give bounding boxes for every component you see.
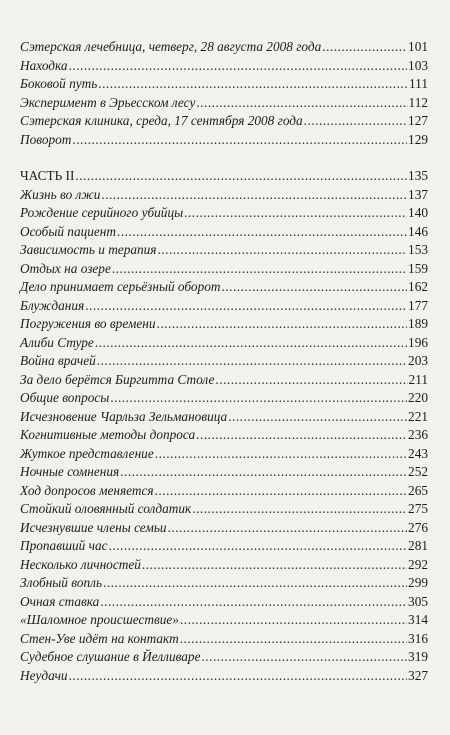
toc-entry-title: Исчезнувшие члены семьи [20, 519, 167, 535]
toc-entry-page-number: 211 [408, 371, 428, 387]
toc-entry-title: Зависимость и терапия [20, 242, 157, 257]
toc-entry [20, 297, 428, 316]
dot-leader [85, 297, 407, 316]
toc-entry [20, 167, 428, 186]
toc-entry [20, 389, 428, 408]
toc-entry [20, 131, 428, 150]
toc-entry-page-number: 220 [408, 390, 428, 405]
dot-leader [304, 112, 407, 131]
toc-entry-page-number: 162 [408, 279, 428, 294]
toc-entry-page-number: 292 [408, 556, 428, 572]
toc-entry-page-number: 299 [408, 575, 428, 590]
toc-entry [20, 426, 428, 445]
toc-entry [20, 630, 428, 649]
dot-leader [75, 167, 407, 186]
dot-leader [157, 241, 407, 260]
toc-entry-page-number: 305 [408, 593, 428, 609]
dot-leader [98, 75, 408, 94]
dot-leader [69, 57, 407, 76]
toc-entry [20, 371, 428, 390]
toc-entry [20, 593, 428, 612]
dot-leader [97, 352, 407, 371]
dot-leader [196, 426, 407, 445]
toc-entry-page-number: 314 [408, 612, 428, 627]
toc-entry-title: Ход допросов меняется [20, 482, 154, 498]
dot-leader [69, 667, 407, 686]
toc-entry-title: Дело принимает серьёзный оборот [20, 279, 221, 294]
toc-entry-title: Война врачей [20, 353, 96, 368]
toc-entry [20, 315, 428, 334]
toc-entry-page-number: 327 [408, 667, 428, 683]
dot-leader [95, 334, 407, 353]
dot-leader [184, 204, 407, 223]
toc-entry [20, 463, 428, 482]
dot-leader [72, 131, 407, 150]
toc-entry-page-number: 112 [408, 94, 428, 110]
toc-entry [20, 556, 428, 575]
toc-entry-title: Находка [20, 57, 68, 73]
dot-leader [100, 593, 407, 612]
toc-entry-page-number: 316 [408, 630, 428, 646]
dot-leader [120, 463, 407, 482]
toc-entry-title: Пропавший час [20, 538, 108, 553]
dot-leader [142, 556, 407, 575]
toc-entry [20, 57, 428, 76]
dot-leader [110, 389, 407, 408]
toc-entry-title: Алиби Стуре [20, 334, 94, 350]
toc-entry-page-number: 137 [408, 186, 428, 202]
toc-entry-title: Блуждания [20, 297, 85, 313]
toc-entry-page-number: 101 [408, 39, 428, 54]
dot-leader [215, 371, 407, 390]
toc-entry-title: За дело берётся Биргитта Столе [20, 371, 215, 387]
toc-entry [20, 112, 428, 131]
toc-entry [20, 186, 428, 205]
toc-entry-title: Рождение серийного убийцы [20, 205, 184, 220]
toc-entry-page-number: 153 [408, 242, 428, 257]
toc-entry [20, 75, 428, 94]
toc-entry [20, 94, 428, 113]
dot-leader [192, 500, 407, 519]
toc-entry-page-number: 111 [409, 76, 428, 91]
dot-leader [155, 445, 407, 464]
dot-leader [101, 186, 407, 205]
toc-entry-page-number: 276 [408, 519, 428, 535]
toc-entry-title: Когнитивные методы допроса [20, 427, 196, 442]
toc-entry [20, 445, 428, 464]
toc-entry [20, 223, 428, 242]
toc-entry [20, 500, 428, 519]
toc-section-1 [20, 38, 428, 149]
dot-leader [117, 223, 407, 242]
toc-entry-page-number: 177 [408, 297, 428, 313]
toc-entry-title: «Шаломное происшествие» [20, 612, 179, 627]
toc-section-2 [20, 167, 428, 685]
toc-entry [20, 574, 428, 593]
dot-leader [112, 260, 407, 279]
dot-leader [155, 482, 407, 501]
toc-entry-page-number: 236 [408, 427, 428, 442]
toc-entry-title: Погружения во времени [20, 316, 156, 331]
toc-entry [20, 519, 428, 538]
toc-entry-title: Отдых на озере [20, 260, 111, 276]
toc-entry-page-number: 221 [408, 408, 428, 424]
dot-leader [196, 94, 407, 113]
toc-entry-page-number: 319 [408, 649, 428, 664]
toc-entry-page-number: 103 [408, 57, 428, 73]
toc-entry-title: Несколько личностей [20, 556, 141, 572]
toc-entry-page-number: 127 [408, 113, 428, 128]
toc-entry-page-number: 189 [408, 316, 428, 331]
toc-entry-title: Сэтерская лечебница, четверг, 28 августа 2008 года [20, 39, 322, 54]
toc-entry-title: Общие вопросы [20, 390, 110, 405]
toc-entry-page-number: 243 [408, 445, 428, 461]
toc-entry-page-number: 159 [408, 260, 428, 276]
toc-entry [20, 278, 428, 297]
dot-leader [201, 648, 407, 667]
toc-entry-title: Стен-Уве идёт на контакт [20, 630, 179, 646]
toc-entry-page-number: 140 [408, 205, 428, 220]
part-heading: ЧАСТЬ II [20, 168, 75, 183]
toc-entry-title: Боковой путь [20, 76, 98, 91]
dot-leader [168, 519, 407, 538]
toc-entry-page-number: 252 [408, 464, 428, 479]
toc-entry-title: Стойкий оловянный солдатик [20, 501, 192, 516]
toc-entry [20, 611, 428, 630]
toc-entry-title: Неудачи [20, 667, 68, 683]
toc-entry-page-number: 203 [408, 353, 428, 368]
dot-leader [322, 38, 407, 57]
toc-entry [20, 260, 428, 279]
toc-entry [20, 667, 428, 686]
toc-entry-page-number: 281 [408, 538, 428, 553]
toc-entry-page-number: 135 [408, 168, 428, 183]
toc-entry-title: Поворот [20, 131, 72, 147]
toc-entry [20, 204, 428, 223]
dot-leader [180, 611, 407, 630]
toc-entry [20, 648, 428, 667]
toc-entry-page-number: 196 [408, 334, 428, 350]
toc-entry-title: Злобный вопль [20, 575, 103, 590]
toc-entry [20, 408, 428, 427]
toc-entry-title: Сэтерская клиника, среда, 17 сентября 2008 года [20, 113, 303, 128]
toc-entry [20, 352, 428, 371]
toc-entry-title: Судебное слушание в Йелливаре [20, 649, 201, 664]
toc-entry [20, 537, 428, 556]
toc-entry-page-number: 265 [408, 482, 428, 498]
toc-entry-page-number: 129 [408, 131, 428, 147]
toc-entry-title: Жуткое представление [20, 445, 154, 461]
dot-leader [228, 408, 407, 427]
dot-leader [103, 574, 407, 593]
toc-entry-title: Ночные сомнения [20, 464, 120, 479]
dot-leader [109, 537, 408, 556]
toc-entry-title: Жизнь во лжи [20, 186, 101, 202]
toc-entry [20, 241, 428, 260]
dot-leader [157, 315, 408, 334]
toc-entry-page-number: 146 [408, 223, 428, 239]
dot-leader [180, 630, 407, 649]
toc-entry-title: Исчезновение Чарльза Зельмановица [20, 408, 228, 424]
toc-entry [20, 482, 428, 501]
dot-leader [221, 278, 407, 297]
toc-entry-title: Эксперимент в Эрьесском лесу [20, 94, 196, 110]
toc-entry [20, 334, 428, 353]
toc-entry-page-number: 275 [408, 501, 428, 516]
toc-entry-title: Очная ставка [20, 593, 100, 609]
section-gap [20, 149, 428, 167]
toc-entry-title: Особый пациент [20, 223, 117, 239]
toc-entry [20, 38, 428, 57]
